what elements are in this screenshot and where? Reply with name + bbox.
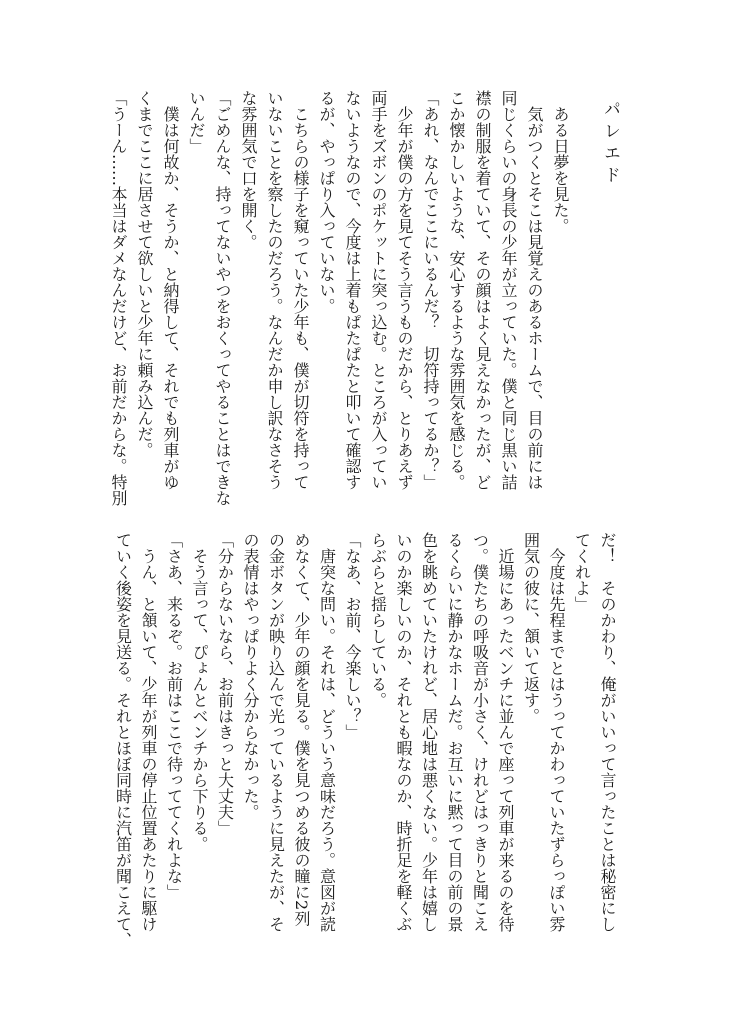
text-line: だ！ そのかわり、俺がいいって言ったことは秘密にし	[598, 532, 617, 932]
text-line: 僕は何故か、そうか、と納得して、それでも列車がゆ	[161, 90, 180, 490]
text-line: ていく後姿を見送る。それとほぼ同時に汽笛が聞こえて、	[113, 532, 133, 948]
text-line: るくらいに静かなホームだ。お互いに黙って目の前の景	[445, 532, 464, 932]
text-line: 色を眺めていたけれど、居心地は悪くない。少年は嬉し	[419, 532, 439, 932]
text-line: 「うーん……本当はダメなんだけど、お前だからな。特別	[109, 90, 128, 506]
text-line: 囲気の彼に、頷いて返す。	[521, 532, 541, 724]
text-line: てくれよ」	[572, 532, 592, 612]
text-line: の表情はやっぱりよく分からなかった。	[241, 532, 260, 820]
text-line: こちらの様子を窺っていた少年も、僕が切符を持って	[291, 90, 310, 490]
text-line: うん、と頷いて、少年が列車の停止位置あたりに駆け	[139, 532, 158, 932]
text-line: 気がつくとそこは見覚えのあるホームで、目の前には	[525, 90, 544, 490]
text-line: 「分からないなら、お前はきっと大丈夫」	[215, 532, 235, 836]
text-line: 両手をズボンのポケットに突っ込む。ところが入ってい	[369, 90, 388, 490]
text-line: 今度は先程までとはうってかわっていたずらっぽい雰	[547, 532, 566, 932]
text-line: いのか楽しいのか、それとも暇なのか、時折足を軽くぶ	[394, 532, 413, 932]
text-line: めなくて、少年の顔を見る。僕を見つめる彼の瞳に2列	[292, 532, 311, 927]
text-line: るが、やっぱり入っていない。	[317, 90, 336, 314]
text-line: ある日夢を見た。	[551, 90, 570, 234]
text-line: 「あれ、なんでここにいるんだ？ 切符持ってるか？」	[421, 90, 440, 490]
text-line: いんだ」	[187, 90, 206, 154]
text-block-bottom	[110, 532, 620, 948]
text-line: な雰囲気で口を開く。	[239, 90, 258, 250]
text-line: つ。僕たちの呼吸音が小さく、けれどはっきりと聞こえ	[470, 532, 490, 932]
text-block-top	[105, 90, 573, 506]
text-line: こか懐かしいような、安心するような雰囲気を感じる。	[447, 90, 466, 490]
text-line: 「さあ、来るぞ。お前はここで待っててくれよな」	[164, 532, 184, 900]
text-line: 唐突な問い。それは、どういう意味だろう。意図が読	[317, 532, 337, 932]
text-line: そう言って、ぴょんとベンチから下りる。	[190, 532, 209, 852]
text-line: 近場にあったベンチに並んで座って列車が来るのを待	[496, 532, 515, 932]
text-line: くまでここに居させて欲しいと少年に頼み込んだ。	[135, 90, 154, 458]
text-line: 少年が僕の方を見てそう言うものだから、とりあえず	[395, 90, 414, 490]
text-line: の金ボタンが映り込んで光っているように見えたが、そ	[266, 532, 286, 932]
text-line: 襟の制服を着ていて、その顔はよく見えなかったが、ど	[473, 90, 492, 490]
text-line: 同じくらいの身長の少年が立っていた。僕と同じ黒い詰	[499, 90, 518, 490]
story-title: パレエド	[600, 100, 620, 188]
text-line: らぶらと揺らしている。	[368, 532, 388, 708]
text-line: 「ごめんな、持ってないやつをおくってやることはできな	[213, 90, 232, 506]
text-line: 「なあ、お前、今楽しい？」	[343, 532, 362, 740]
text-line: いないことを察したのだろう。なんだか申し訳なさそう	[265, 90, 284, 490]
text-line: ないようなので、今度は上着もぱたぱたと叩いて確認す	[343, 90, 362, 490]
